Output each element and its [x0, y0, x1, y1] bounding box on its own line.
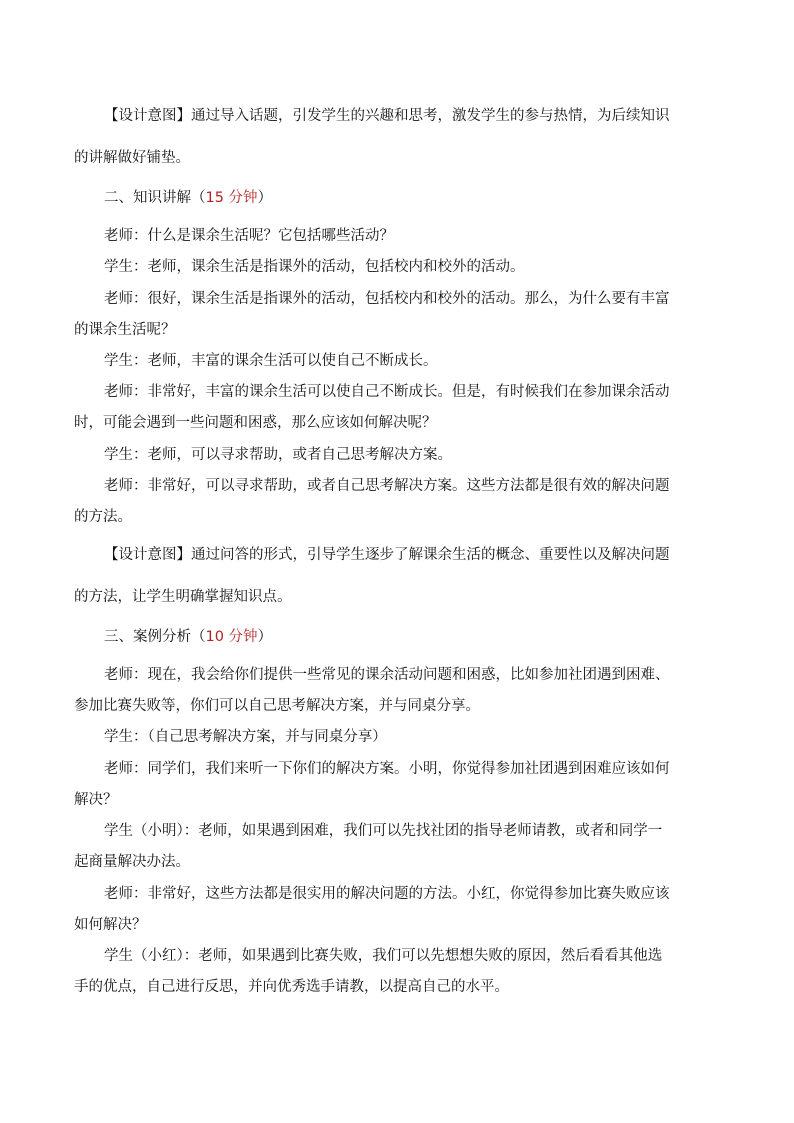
dialogue-line: 学生（小明）：老师，如果遇到困难，我们可以先找社团的指导老师请教，或者和同学一: [104, 823, 663, 839]
dialogue-line-cont: 时，可能会遇到一些问题和困惑，那么应该如何解决呢？: [74, 415, 437, 431]
dialogue-line: 老师：什么是课余生活呢？它包括哪些活动？: [104, 228, 394, 244]
design-intent-paragraph-2: 【设计意图】通过问答的形式，引导学生逐步了解课余生活的概念、重要性以及解决问题: [104, 547, 670, 563]
design-intent-paragraph-2-cont: 的方法，让学生明确掌握知识点。: [74, 589, 292, 605]
section-time-case: 10 分钟: [205, 629, 258, 645]
design-intent-paragraph-1: 【设计意图】通过导入话题，引发学生的兴趣和思考，激发学生的参与热情，为后续知识: [104, 108, 670, 124]
dialogue-line-cont: 手的优点，自己进行反思，并向优秀选手请教，以提高自己的水平。: [74, 979, 509, 995]
section-heading-knowledge: [104, 188, 734, 208]
dialogue-line: 老师：同学们，我们来听一下你们的解决方案。小明，你觉得参加社团遇到困难应该如何: [104, 761, 670, 777]
dialogue-line-cont: 如何解决？: [74, 917, 147, 933]
design-intent-paragraph-1-cont: 的讲解做好铺垫。: [74, 150, 190, 166]
dialogue-line-cont: 的课余生活呢？: [74, 322, 176, 338]
dialogue-line-cont: 参加比赛失败等，你们可以自己思考解决方案，并与同桌分享。: [74, 698, 480, 714]
dialogue-line-cont: 解决？: [74, 792, 118, 808]
dialogue-line: 老师：非常好，这些方法都是很实用的解决问题的方法。小红，你觉得参加比赛失败应该: [104, 886, 670, 902]
section-heading-case-label: 三、案例分析（: [104, 629, 206, 645]
section-heading-case-close: ）: [257, 629, 273, 645]
dialogue-line: 老师：很好，课余生活是指课外的活动，包括校内和校外的活动。那么，为什么要有丰富: [104, 291, 670, 307]
dialogue-line: 学生：老师，可以寻求帮助，或者自己思考解决方案。: [104, 447, 452, 463]
section-heading-knowledge-close: ）: [257, 190, 273, 206]
dialogue-line: 学生：老师，课余生活是指课外的活动，包括校内和校外的活动。: [104, 259, 525, 275]
dialogue-line-cont: 的方法。: [74, 509, 132, 525]
dialogue-line: 老师：非常好，丰富的课余生活可以使自己不断成长。但是，有时候我们在参加课余活动: [104, 384, 670, 400]
dialogue-line: 学生：老师，丰富的课余生活可以使自己不断成长。: [104, 353, 438, 369]
dialogue-line: 学生（小红）：老师，如果遇到比赛失败，我们可以先想想失败的原因，然后看看其他选: [104, 948, 663, 964]
section-heading-case: [104, 627, 734, 647]
dialogue-line: 老师：现在，我会给你们提供一些常见的课余活动问题和困惑，比如参加社团遇到困难、: [104, 667, 670, 683]
dialogue-line: 学生：（自己思考解决方案，并与同桌分享）: [104, 729, 387, 745]
dialogue-line: 老师：非常好，可以寻求帮助，或者自己思考解决方案。这些方法都是很有效的解决问题: [104, 478, 670, 494]
section-heading-knowledge-label: 二、知识讲解（: [104, 190, 206, 206]
dialogue-line-cont: 起商量解决办法。: [74, 854, 190, 870]
section-time-knowledge: 15 分钟: [205, 190, 258, 206]
